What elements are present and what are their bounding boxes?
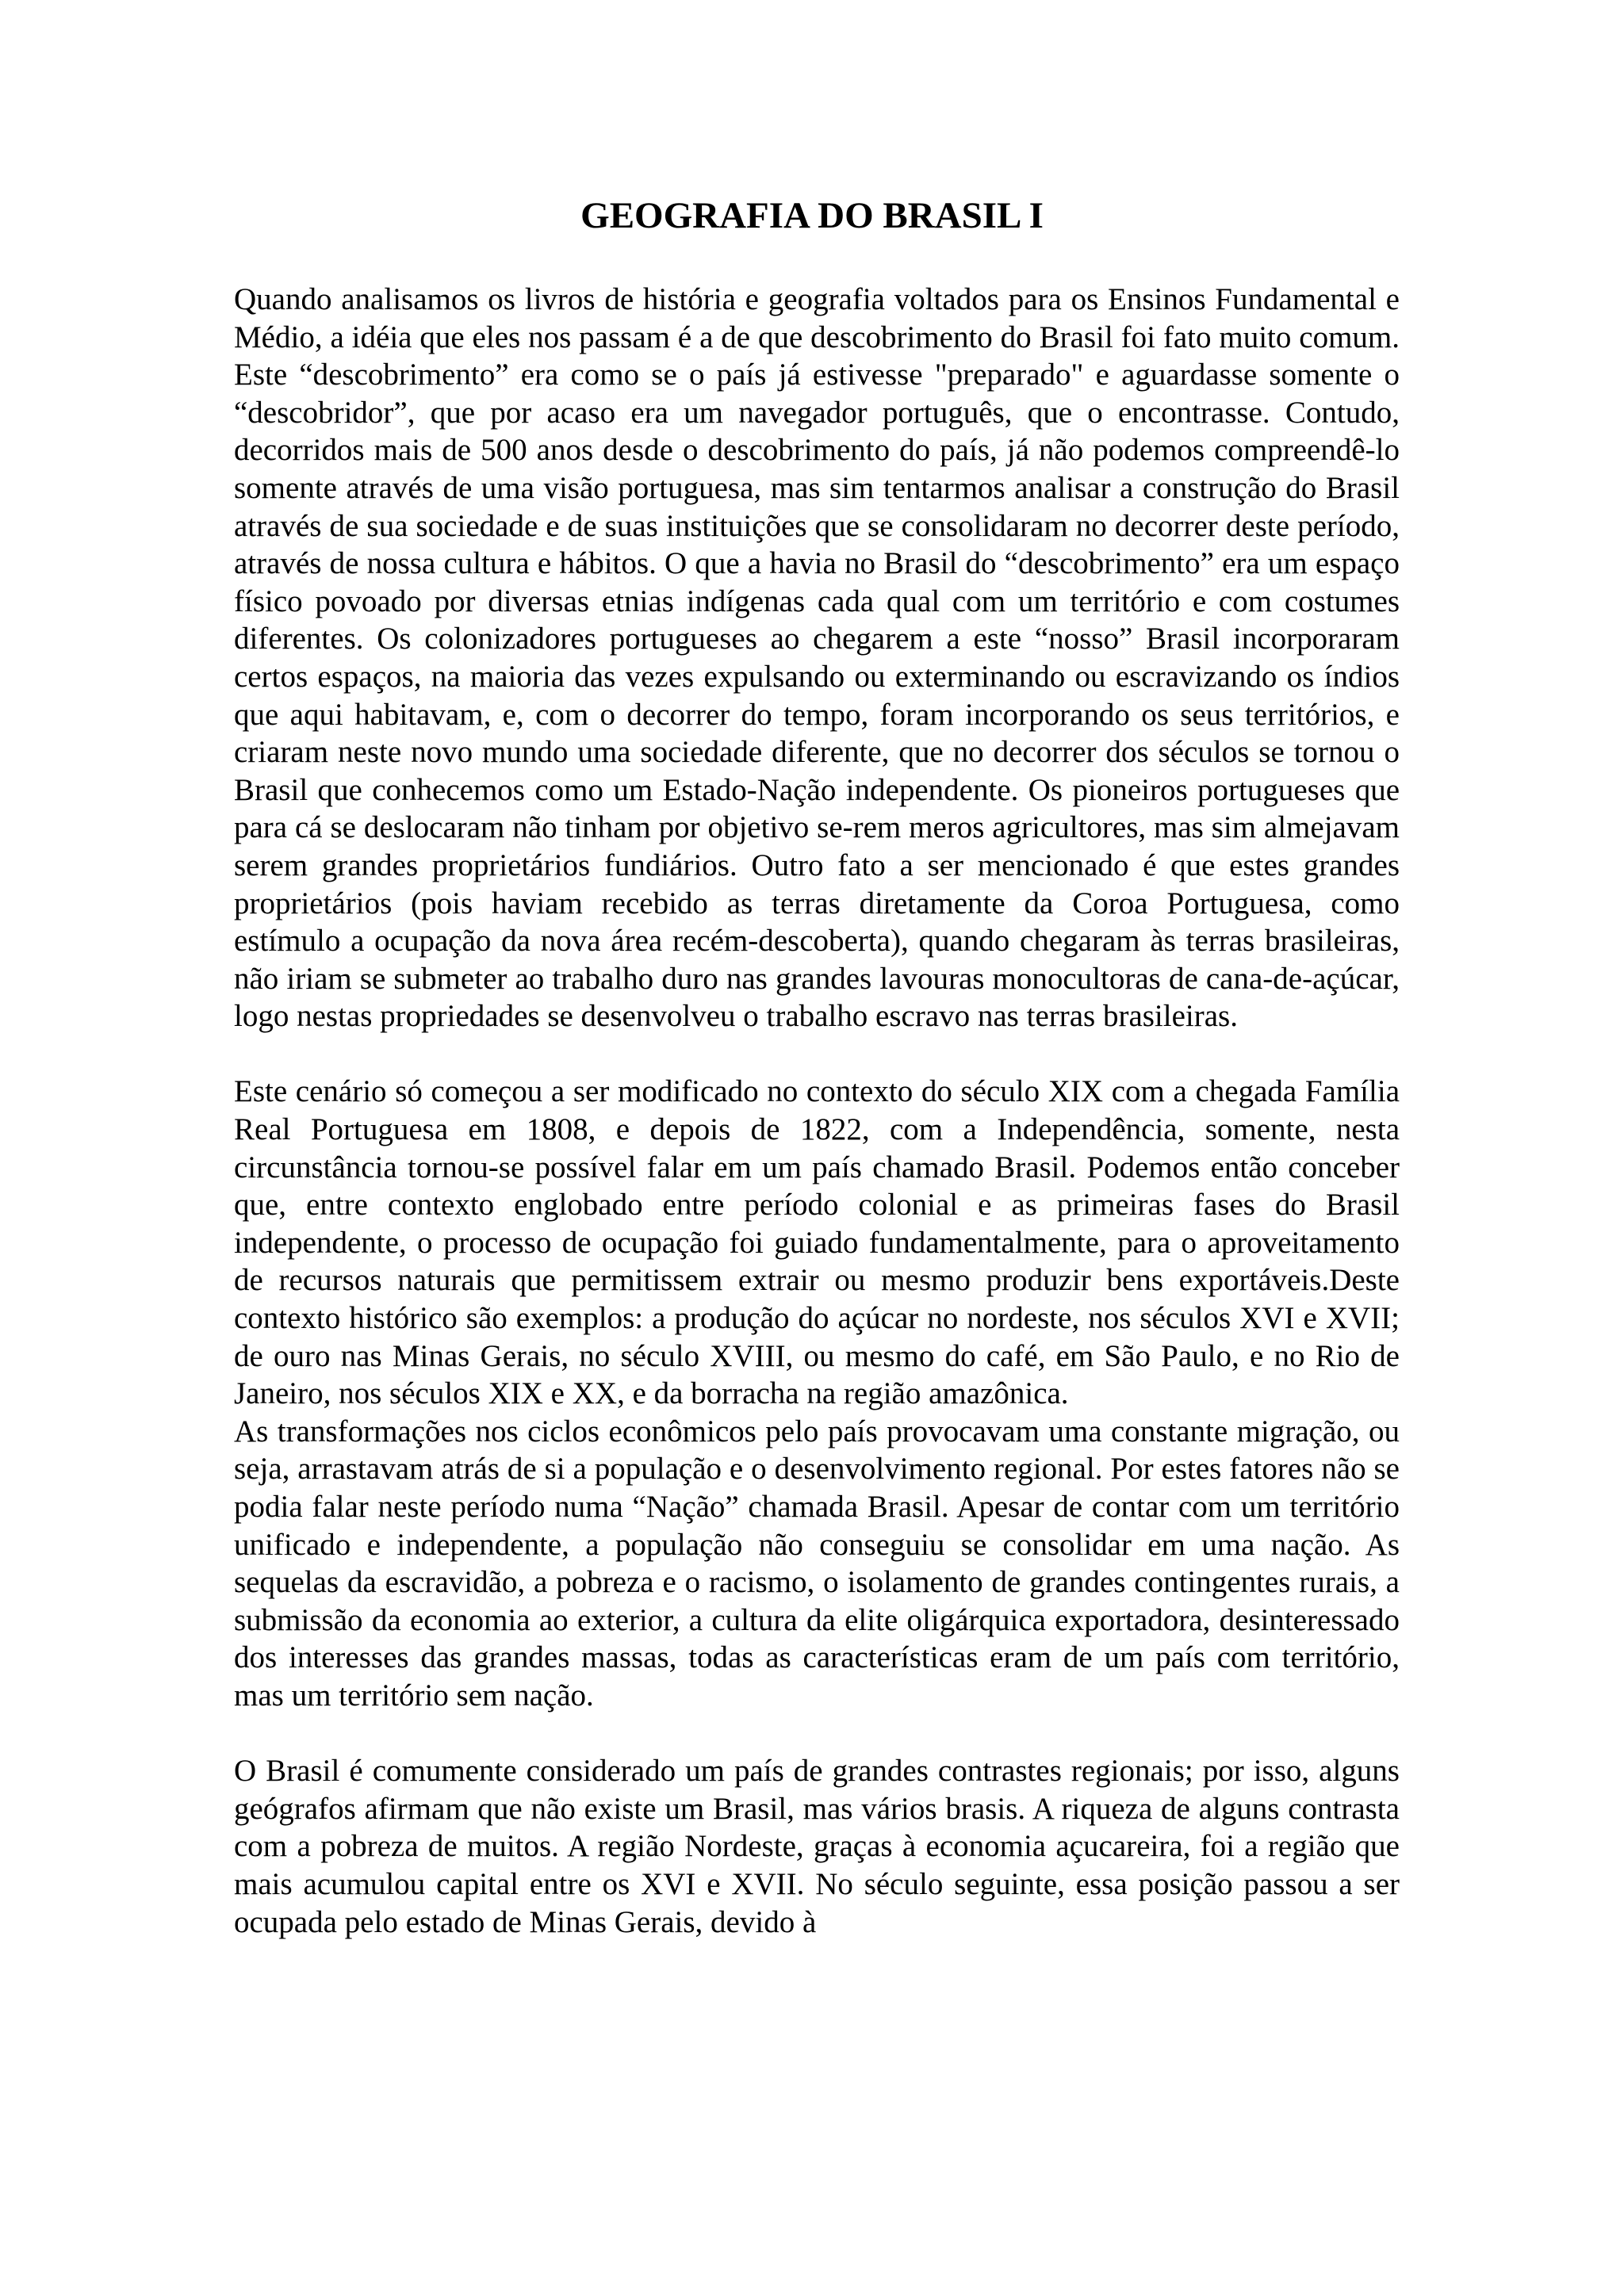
paragraph-spacer	[234, 1715, 1400, 1753]
page-title: GEOGRAFIA DO BRASIL I	[580, 195, 1044, 236]
paragraph-2: Este cenário só começou a ser modificado no contexto do século XIX com a chegada Família Real Portuguesa em 1808, e depois de 1822, com a Independência, somente, nesta circunstância tornou-se possível falar em um país chamado Brasil. Podemos então conceber que, entre contexto englobado entre período colonial e as primeiras fases do Brasil independente, o processo de ocupação foi guiado fundamentalmente, para o aproveitamento de recursos naturais que permitissem extrair ou mesmo produzir bens exportáveis.Deste contexto histórico são exemplos: a produção do açúcar no nordeste, nos séculos XVI e XVII; de ouro nas Minas Gerais, no século XVIII, ou mesmo do café, em São Paulo, e no Rio de Janeiro, nos séculos XIX e XX, e da borracha na região amazônica.	[234, 1074, 1400, 1411]
paragraph-spacer	[234, 1035, 1400, 1073]
document-body	[234, 281, 1400, 1941]
paragraph-3: As transformações nos ciclos econômicos pelo país provocavam uma constante migração, ou seja, arrastavam atrás de si a população e o desenvolvimento regional. Por estes fatores não se podia falar neste período numa “Nação” chamada Brasil. Apesar de contar com um território unificado e independente, a população não conseguiu se consolidar em uma nação. As sequelas da escravidão, a pobreza e o racismo, o isolamento de grandes contingentes rurais, a submissão da economia ao exterior, a cultura da elite oligárquica exportadora, desinteressado dos interesses das grandes massas, todas as características eram de um país com território, mas um território sem nação.	[234, 1414, 1400, 1712]
paragraph-1: Quando analisamos os livros de história e geografia voltados para os Ensinos Fundamental e Médio, a idéia que eles nos passam é a de que descobrimento do Brasil foi fato muito comum. Este “descobrimento” era como se o país já estivesse "preparado" e aguardasse somente o “descobridor”, que por acaso era um navegador português, que o encontrasse. Contudo, decorridos mais de 500 anos desde o descobrimento do país, já não podemos compreendê-lo somente através de uma visão portuguesa, mas sim tentarmos analisar a construção do Brasil através de sua sociedade e de suas instituições que se consolidaram no decorrer deste período, através de nossa cultura e hábitos. O que a havia no Brasil do “descobrimento” era um espaço físico povoado por diversas etnias indígenas cada qual com um território e com costumes diferentes. Os colonizadores portugueses ao chegarem a este “nosso” Brasil incorporaram certos espaços, na maioria das vezes expulsando ou exterminando ou escravizando os índios que aqui habitavam, e, com o decorrer do tempo, foram incorporando os seus territórios, e criaram neste novo mundo uma sociedade diferente, que no decorrer dos séculos se tornou o Brasil que conhecemos como um Estado-Nação independente. Os pioneiros portugueses que para cá se deslocaram não tinham por objetivo se-rem meros agricultores, mas sim almejavam serem grandes proprietários fundiários. Outro fato a ser mencionado é que estes grandes proprietários (pois haviam recebido as terras diretamente da Coroa Portuguesa, como estímulo a ocupação da nova área recém-descoberta), quando chegaram às terras brasileiras, não iriam se submeter ao trabalho duro nas grandes lavouras monocultoras de cana-de-açúcar, logo nestas propriedades se desenvolveu o trabalho escravo nas terras brasileiras.	[234, 282, 1400, 1034]
paragraph-4: O Brasil é comumente considerado um país de grandes contrastes regionais; por isso, alguns geógrafos afirmam que não existe um Brasil, mas vários brasis. A riqueza de alguns contrasta com a pobreza de muitos. A região Nordeste, graças à economia açucareira, foi a região que mais acumulou capital entre os XVI e XVII. No século seguinte, essa posição passou a ser ocupada pelo estado de Minas Gerais, devido à	[234, 1754, 1400, 1939]
